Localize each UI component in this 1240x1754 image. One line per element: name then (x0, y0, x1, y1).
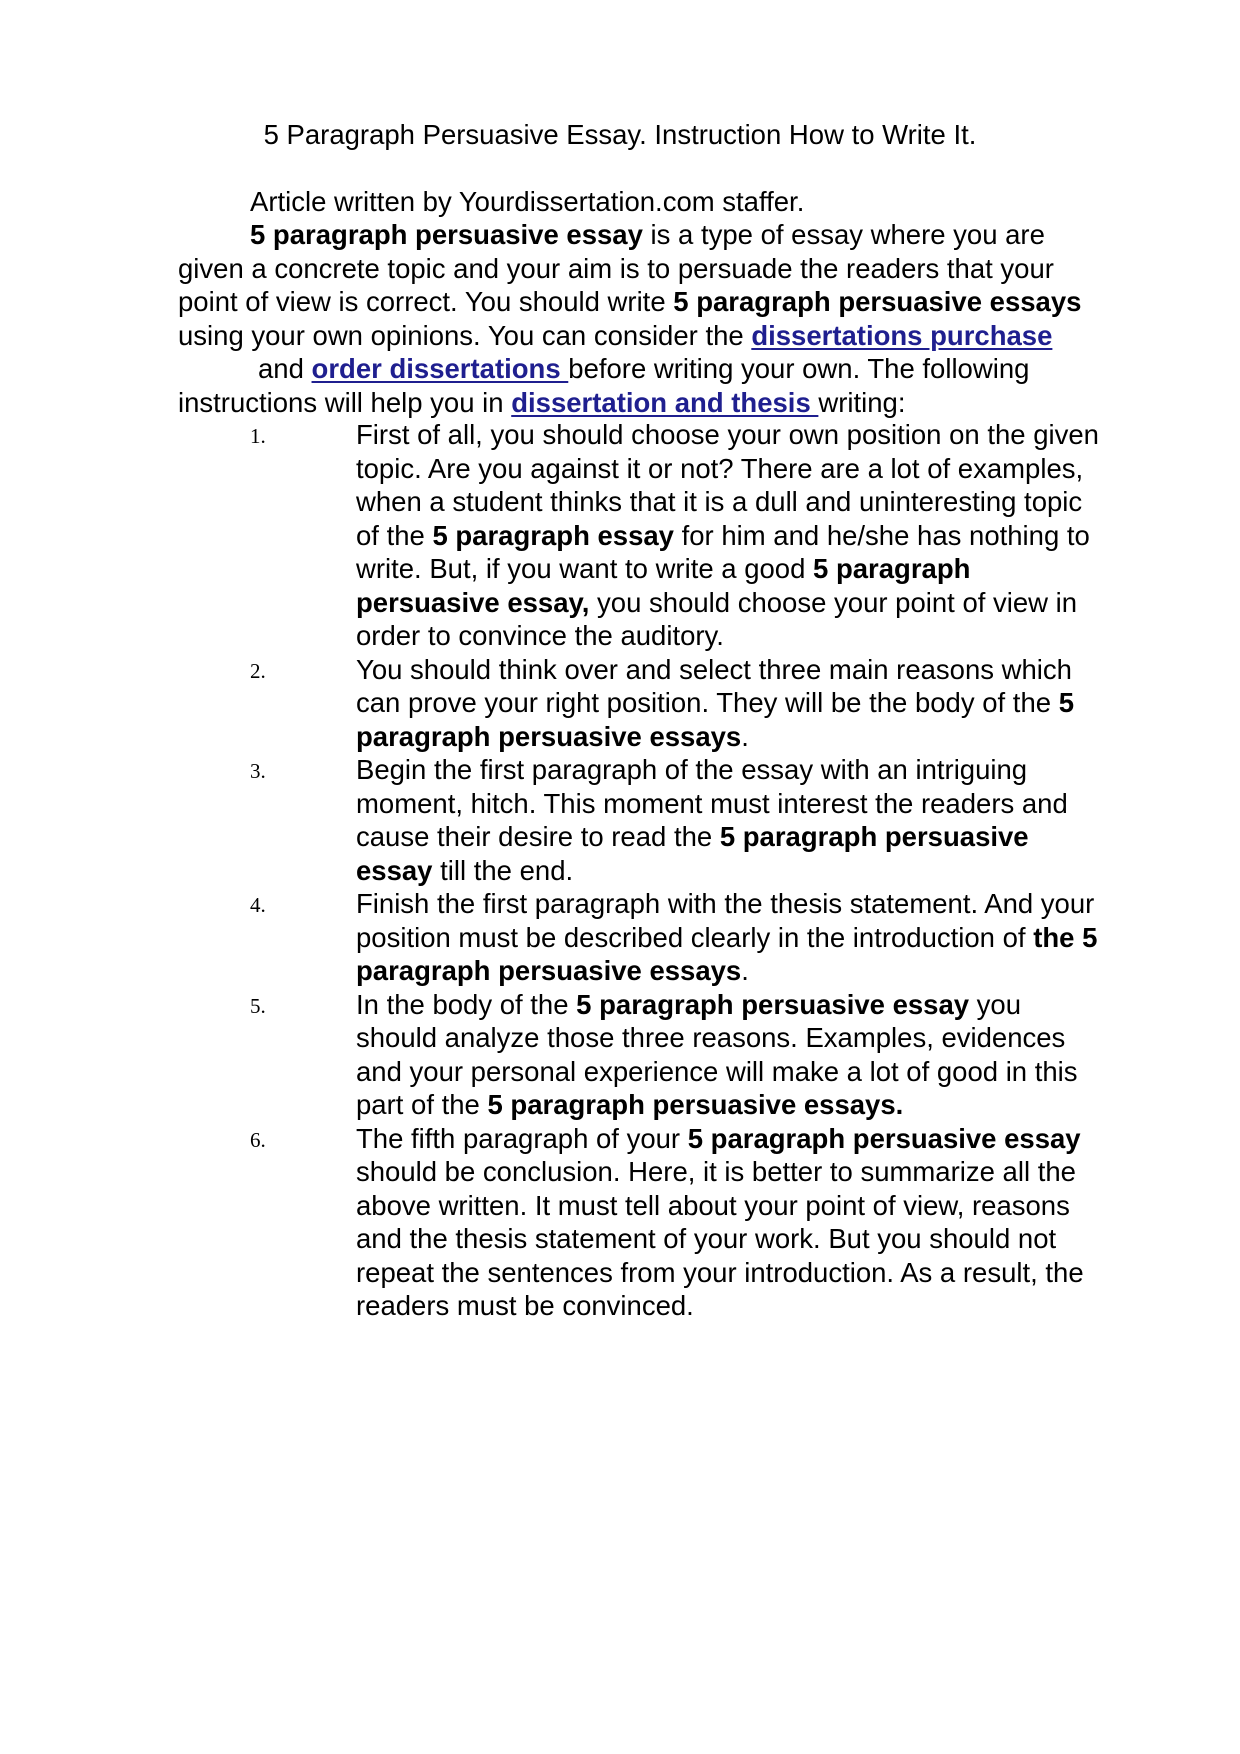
list-item-text: In the body of the 5 paragraph persuasive essay you should analyze those three reasons. Examples, evidences and your personal experience will make a lot of good in this part of the 5 paragraph persuasive essays. (356, 988, 1078, 1120)
bold-phrase: 5 paragraph persuasive essays. (487, 1089, 904, 1120)
list-item (0, 418, 1240, 653)
list-item (0, 653, 1240, 754)
bold-phrase: persuasive essay, (356, 586, 590, 618)
list-item (0, 887, 1240, 988)
bold-phrase: 5 paragraph persuasive essay (687, 1122, 1081, 1154)
list-item-text: First of all, you should choose your own position on the given topic. Are you against it or not? There are a lot of examples, when a student thinks that it is a dull and uninteresting topic of the 5 paragraph essay for him and he/she has nothing to write. But, if you want to write a good 5 paragraph persuasive essay, you should choose your point of view in order to convince the auditory. (356, 419, 1099, 651)
list-item (0, 753, 1240, 887)
bold-phrase: 5 paragraph persuasive essay (576, 988, 970, 1020)
list-number: 5. (250, 993, 266, 1018)
bold-phrase: 5 paragraph persuasive essay (250, 219, 643, 250)
bold-phrase: paragraph persuasive essays (356, 720, 742, 752)
list-number: 1. (250, 424, 266, 448)
bold-phrase: paragraph persuasive essays (356, 955, 742, 986)
list-number: 2. (250, 658, 266, 683)
bold-phrase: 5 paragraph persuasive (719, 821, 1029, 852)
bold-phrase: 5 (1058, 687, 1074, 718)
list-item-text: Finish the first paragraph with the thesis statement. And your position must be described clearly in the introduction of the 5 paragraph persuasive essays. (356, 888, 1098, 986)
link-order-dissertations[interactable]: order dissertations (311, 353, 569, 384)
bold-phrase: essay (356, 854, 433, 886)
intro-line: using your own opinions. You can consider the dissertations purchase (178, 319, 1053, 351)
list-item (0, 988, 1240, 1122)
intro-line: instructions will help you in dissertation and thesis writing: (178, 386, 906, 418)
link-dissertations-purchase[interactable]: dissertations purchase (751, 319, 1053, 351)
list-number: 6. (250, 1127, 266, 1152)
byline: Article written by Yourdissertation.com staffer. (250, 186, 805, 217)
bold-phrase: the 5 (1033, 921, 1098, 953)
list-number: 4. (250, 893, 266, 917)
intro-paragraph (178, 218, 1158, 419)
intro-line: given a concrete topic and your aim is to persuade the readers that your (178, 252, 1054, 284)
intro-line: and order dissertations before writing your own. The following (258, 353, 1030, 384)
list-item-text: You should think over and select three main reasons which can prove your right position. They will be the body of the 5 paragraph persuasive essays. (356, 653, 1074, 752)
instruction-list (0, 418, 1240, 1323)
document-title: 5 Paragraph Persuasive Essay. Instruction How to Write It. (263, 119, 977, 150)
list-item-text: The fifth paragraph of your 5 paragraph persuasive essay should be conclusion. Here, it is better to summarize all the above written. It must tell about your point of view, reasons and the thesis statement of your work. But you should not repeat the sentences from your introduction. As a result, the readers must be convinced. (356, 1122, 1084, 1321)
list-item-text: Begin the first paragraph of the essay with an intriguing moment, hitch. This moment must interest the readers and cause their desire to read the 5 paragraph persuasive essay till the end. (356, 754, 1068, 886)
intro-line: 5 paragraph persuasive essay is a type of essay where you are (250, 219, 1045, 250)
intro-line: point of view is correct. You should write 5 paragraph persuasive essays (178, 286, 1082, 317)
list-number: 3. (250, 759, 266, 783)
list-item (0, 1122, 1240, 1323)
link-dissertation-and-thesis[interactable]: dissertation and thesis (511, 386, 819, 418)
bold-phrase: 5 paragraph persuasive essays (673, 286, 1082, 317)
bold-phrase: 5 paragraph essay (432, 519, 674, 551)
bold-phrase: 5 paragraph (813, 553, 971, 584)
